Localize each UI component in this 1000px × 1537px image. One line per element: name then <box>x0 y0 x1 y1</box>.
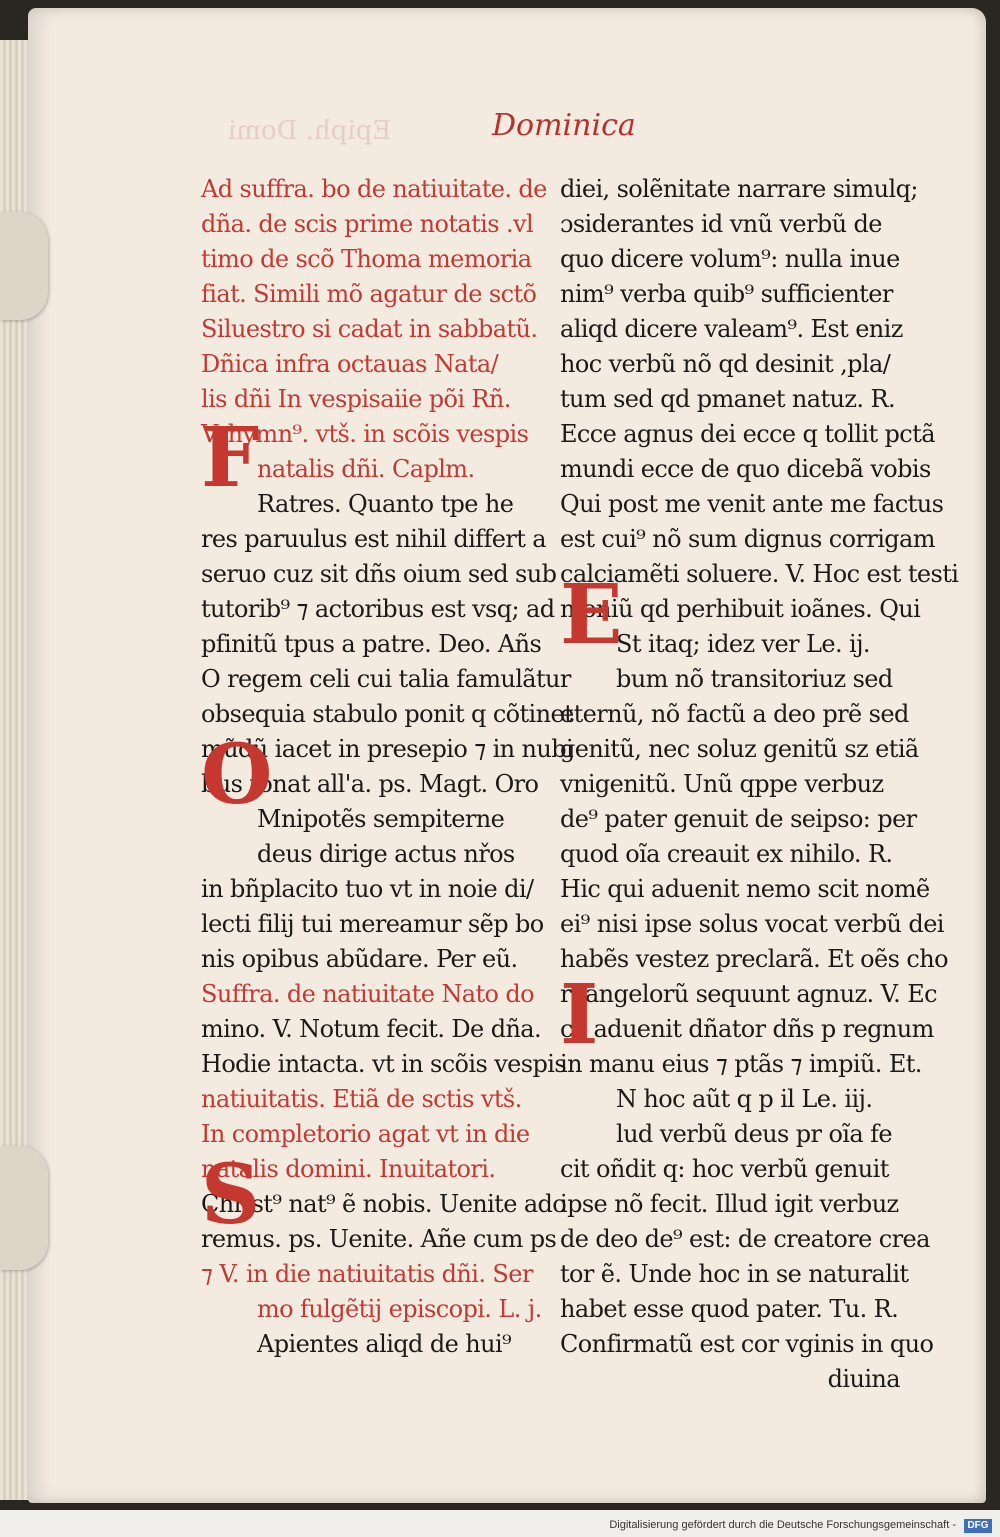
decorated-initial: O <box>201 727 273 823</box>
text-line: Confirmatũ est cor vginis in quo <box>560 1330 934 1358</box>
decorated-initial: F <box>201 410 260 506</box>
text-line: lecti filij tui mereamur sẽp bo <box>201 910 544 938</box>
text-line: nis opibus abũdare. Per eũ. <box>201 945 518 973</box>
text-line: natiuitatis. Etiã de sctis vtš. <box>201 1085 522 1113</box>
text-line: quod oĩa creauit ex nihilo. R. <box>560 840 893 868</box>
text-line: mũdũ iacet in presepio ⁊ in nubi <box>201 735 574 763</box>
text-line: Qui post me venit ante me factus <box>560 490 944 518</box>
text-line: In completorio agat vt in die <box>201 1120 530 1148</box>
text-line: diei, solẽnitate narrare simulq; <box>560 175 918 203</box>
text-line: aliqd dicere valeam⁹. Est eniz <box>560 315 903 343</box>
text-line: calciamẽti soluere. V. Hoc est testi <box>560 560 959 588</box>
text-line: diuina <box>827 1365 900 1393</box>
text-line: ri angelorũ sequunt agnuz. V. Ec <box>560 980 937 1008</box>
text-line: deus dirige actus nřos <box>257 840 515 868</box>
text-line: seruo cuz sit dñs oium sed sub <box>201 560 557 588</box>
text-line: bum nõ transitoriuz sed <box>616 665 893 693</box>
text-line: O regem celi cui talia famulãtur <box>201 665 571 693</box>
text-line: in bñplacito tuo vt in noie di/ <box>201 875 534 903</box>
text-line: est cui⁹ nõ sum dignus corrigam <box>560 525 935 553</box>
text-line: dña. de scis prime notatis .vl <box>201 210 534 238</box>
text-line: ei⁹ nisi ipse solus vocat verbũ dei <box>560 910 944 938</box>
text-line: de deo de⁹ est: de creatore crea <box>560 1225 930 1253</box>
text-line: tor ẽ. Unde hoc in se naturalit <box>560 1260 909 1288</box>
decorated-initial: I <box>560 967 599 1063</box>
text-line: lud verbũ deus pr oĩa fe <box>616 1120 892 1148</box>
digitization-credit: Digitalisierung gefördert durch die Deutsche Forschungsgemeinschaft - <box>609 1519 956 1531</box>
text-line: obsequia stabulo ponit q cõtinet <box>201 700 574 728</box>
text-line: tutorib⁹ ⁊ actoribus est vsq; ad <box>201 595 555 623</box>
text-line: in manu eius ⁊ ptãs ⁊ impiũ. Et. <box>560 1050 922 1078</box>
text-line: Christ⁹ nat⁹ ẽ nobis. Uenite ado <box>201 1190 567 1218</box>
text-line: eternũ, nõ factũ a deo prẽ sed <box>560 700 909 728</box>
text-line: habet esse quod pater. Tu. R. <box>560 1295 899 1323</box>
text-line: mo fulgẽtij episcopi. L. j. <box>257 1295 542 1323</box>
text-line: nim⁹ verba quib⁹ sufficienter <box>560 280 893 308</box>
text-line: Siluestro si cadat in sabbatũ. <box>201 315 538 343</box>
text-line: Suffra. de natiuitate Nato do <box>201 980 534 1008</box>
text-line: lis dñi In vespisaiie põi Rñ. <box>201 385 511 413</box>
text-line: Ecce agnus dei ecce q tollit pctã <box>560 420 935 448</box>
text-line: natalis domini. Inuitatori. <box>201 1155 496 1183</box>
text-line: genitũ, nec soluz genitũ sz etiã <box>560 735 919 763</box>
text-line: habẽs vestez preclarã. Et oẽs cho <box>560 945 948 973</box>
text-line: hoc verbũ nõ qd desinit ,pla/ <box>560 350 891 378</box>
book-clasp-top <box>0 212 48 320</box>
left-column <box>201 172 574 1362</box>
text-line: ipse nõ fecit. Illud igit verbuz <box>560 1190 899 1218</box>
text-line: de⁹ pater genuit de seipso: per <box>560 805 917 833</box>
text-line: moniũ qd perhibuit ioãnes. Qui <box>560 595 921 623</box>
text-line: Mnipotẽs sempiterne <box>257 805 505 833</box>
text-line: ⁊ V. in die natiuitatis dñi. Ser <box>201 1260 533 1288</box>
decorated-initial: E <box>560 567 623 663</box>
bleed-through-text: Epiph. Domi <box>228 116 392 146</box>
text-line: St itaq; idez ver Le. ij. <box>616 630 870 658</box>
text-line: Hic qui aduenit nemo scit nomẽ <box>560 875 930 903</box>
text-line: vnigenitũ. Unũ qppe verbuz <box>560 770 884 798</box>
text-line: pfinitũ tpus a patre. Deo. Añs <box>201 630 542 658</box>
running-header: Dominica <box>492 108 636 143</box>
text-line: Apientes aliqd de hui⁹ <box>257 1330 512 1358</box>
text-line: Ad suffra. bo de natiuitate. de <box>201 175 547 203</box>
text-line: quo dicere volum⁹: nulla inue <box>560 245 900 273</box>
text-line: V. hymn⁹. vtš. in scõis vespis <box>201 420 529 448</box>
book-page <box>28 8 986 1503</box>
text-line: ɔsiderantes id vnũ verbũ de <box>560 210 882 238</box>
text-line: ce aduenit dñator dñs p regnum <box>560 1015 934 1043</box>
text-line: Hodie intacta. vt in scõis vespis <box>201 1050 567 1078</box>
text-line: tum sed qd pmanet natuz. R. <box>560 385 895 413</box>
text-line: remus. ps. Uenite. Añe cum ps <box>201 1225 557 1253</box>
text-line: N hoc aũt q p il Le. iij. <box>616 1085 873 1113</box>
text-line: mundi ecce de quo dicebã vobis <box>560 455 931 483</box>
text-line: res paruulus est nihil differt a <box>201 525 546 553</box>
text-line: Ratres. Quanto tpe he <box>257 490 514 518</box>
right-column <box>560 172 959 1397</box>
text-line: timo de scõ Thoma memoria <box>201 245 532 273</box>
text-line: bus tonat all'a. ps. Magt. Oro <box>201 770 539 798</box>
decorated-initial: S <box>201 1147 261 1243</box>
text-line: fiat. Simili mõ agatur de sctõ <box>201 280 537 308</box>
text-line: Dñica infra octauas Nata/ <box>201 350 499 378</box>
book-clasp-bottom <box>0 1146 48 1270</box>
text-line: mino. V. Notum fecit. De dña. <box>201 1015 542 1043</box>
text-line: natalis dñi. Caplm. <box>257 455 475 483</box>
text-line: cit oñdit q: hoc verbũ genuit <box>560 1155 889 1183</box>
dfg-logo: DFG <box>964 1519 992 1533</box>
